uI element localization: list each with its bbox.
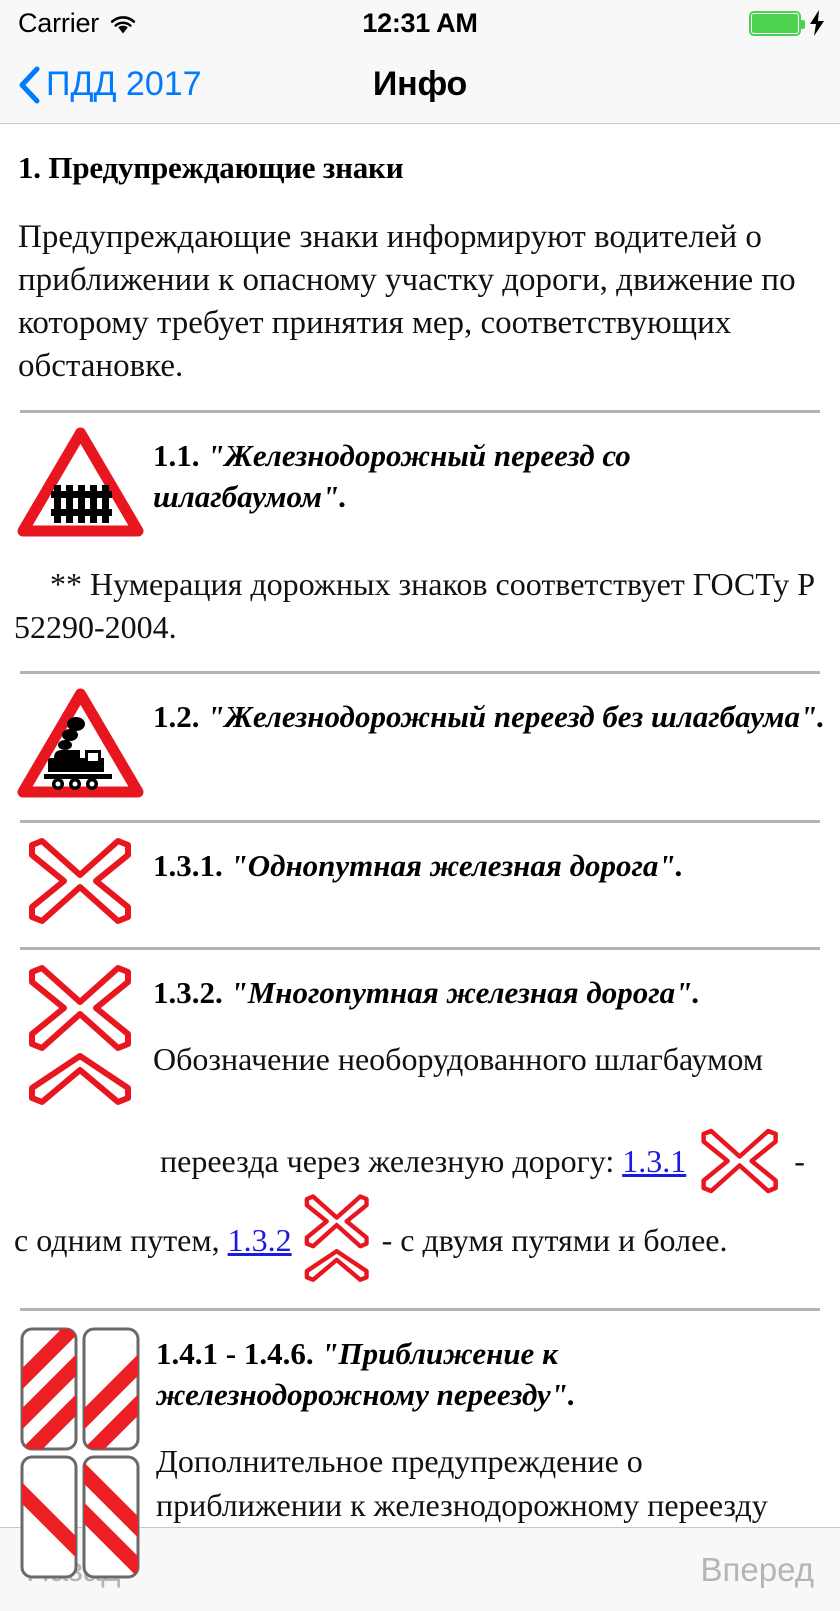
multi-track-railway-cross-sign bbox=[18, 964, 143, 1112]
status-bar-right bbox=[749, 10, 826, 36]
sign-name: "Железнодорожный переезд со шлагбаумом". bbox=[153, 438, 631, 514]
sign-name: "Приближение к железнодорожному переезду". bbox=[156, 1336, 576, 1412]
sign-name: "Многопутная железная дорога". bbox=[230, 975, 701, 1010]
sign-description-line-1: Обозначение необорудованного шлагбаумом bbox=[153, 1041, 764, 1077]
intro-paragraph: Предупреждающие знаки информируют водителей о приближении к опасному участку дороги, движение по которому требует принятия мер, соответствующих обстановке. bbox=[18, 219, 796, 384]
sign-description-line-3 bbox=[14, 1194, 826, 1286]
sign-text-1-3-2 bbox=[153, 964, 826, 1081]
sign-description: Дополнительное предупреждение о приближении к железнодорожному переезду bbox=[156, 1443, 768, 1523]
sign-heading bbox=[153, 845, 826, 886]
sign-text-1-1 bbox=[153, 427, 826, 517]
back-button[interactable] bbox=[0, 65, 202, 104]
sign-text-1-3-1 bbox=[153, 837, 826, 886]
navigation-bar bbox=[0, 46, 840, 124]
next-button[interactable]: Вперед bbox=[700, 1550, 814, 1588]
back-button-label: ПДД 2017 bbox=[46, 65, 202, 103]
page-title: Инфо bbox=[372, 65, 468, 103]
sign-text-1-4 bbox=[156, 1325, 826, 1527]
status-bar bbox=[0, 0, 840, 46]
sign-entry-1-1 bbox=[14, 427, 826, 537]
multi-track-railway-cross-inline-icon bbox=[298, 1194, 376, 1286]
sign-link-1-3-1[interactable]: 1.3.1 bbox=[622, 1143, 687, 1179]
sign-number: 1.4.1 - 1.4.6. bbox=[156, 1336, 314, 1371]
divider bbox=[20, 1308, 820, 1311]
article-content[interactable] bbox=[0, 124, 840, 1527]
divider bbox=[20, 410, 820, 413]
carrier-label: Carrier bbox=[18, 7, 100, 38]
sign-heading bbox=[153, 696, 826, 737]
lightning-bolt-icon bbox=[808, 10, 826, 36]
chevron-left-icon bbox=[18, 66, 40, 104]
sign-entry-1-3-2 bbox=[14, 964, 826, 1112]
battery-full-icon bbox=[749, 11, 801, 36]
sign-number: 1.2. bbox=[153, 699, 200, 734]
sign-entry-1-2 bbox=[14, 688, 826, 798]
gost-note: ** Нумерация дорожных знаков соответствует ГОСТу Р 52290-2004. bbox=[14, 566, 816, 645]
sign-number: 1.3.1. bbox=[153, 848, 223, 883]
divider bbox=[20, 947, 820, 950]
sign-number: 1.1. bbox=[153, 438, 200, 473]
sign-name: "Однопутная железная дорога". bbox=[230, 848, 684, 883]
sign-entry-1-4 bbox=[14, 1325, 826, 1527]
desc-text-pre-2: с одним путем, bbox=[14, 1222, 220, 1258]
sign-name: "Железнодорожный переезд без шлагбаума". bbox=[207, 699, 825, 734]
railway-crossing-without-barrier-sign bbox=[18, 688, 143, 798]
sign-description-flow bbox=[14, 1128, 826, 1286]
railway-crossing-approach-plates-sign bbox=[18, 1325, 146, 1525]
sign-heading bbox=[156, 1333, 826, 1415]
clock-label: 12:31 AM bbox=[362, 7, 478, 38]
desc-text-post-2: - с двумя путями и более. bbox=[381, 1222, 728, 1258]
sign-description-line-2 bbox=[14, 1128, 826, 1194]
sign-link-1-3-2[interactable]: 1.3.2 bbox=[227, 1222, 292, 1258]
single-track-railway-cross-sign bbox=[18, 837, 143, 925]
single-track-railway-cross-inline-icon bbox=[692, 1128, 788, 1194]
sign-heading bbox=[153, 972, 826, 1013]
desc-text-pre: переезда через железную дорогу: bbox=[160, 1143, 615, 1179]
divider bbox=[20, 820, 820, 823]
sign-heading bbox=[153, 435, 826, 517]
railway-crossing-with-barrier-sign bbox=[18, 427, 143, 537]
sign-entry-1-3-1 bbox=[14, 837, 826, 925]
desc-text-post: - bbox=[794, 1143, 805, 1179]
section-title: 1. Предупреждающие знаки bbox=[18, 150, 404, 185]
sign-text-1-2 bbox=[153, 688, 826, 737]
divider bbox=[20, 671, 820, 674]
sign-number: 1.3.2. bbox=[153, 975, 223, 1010]
